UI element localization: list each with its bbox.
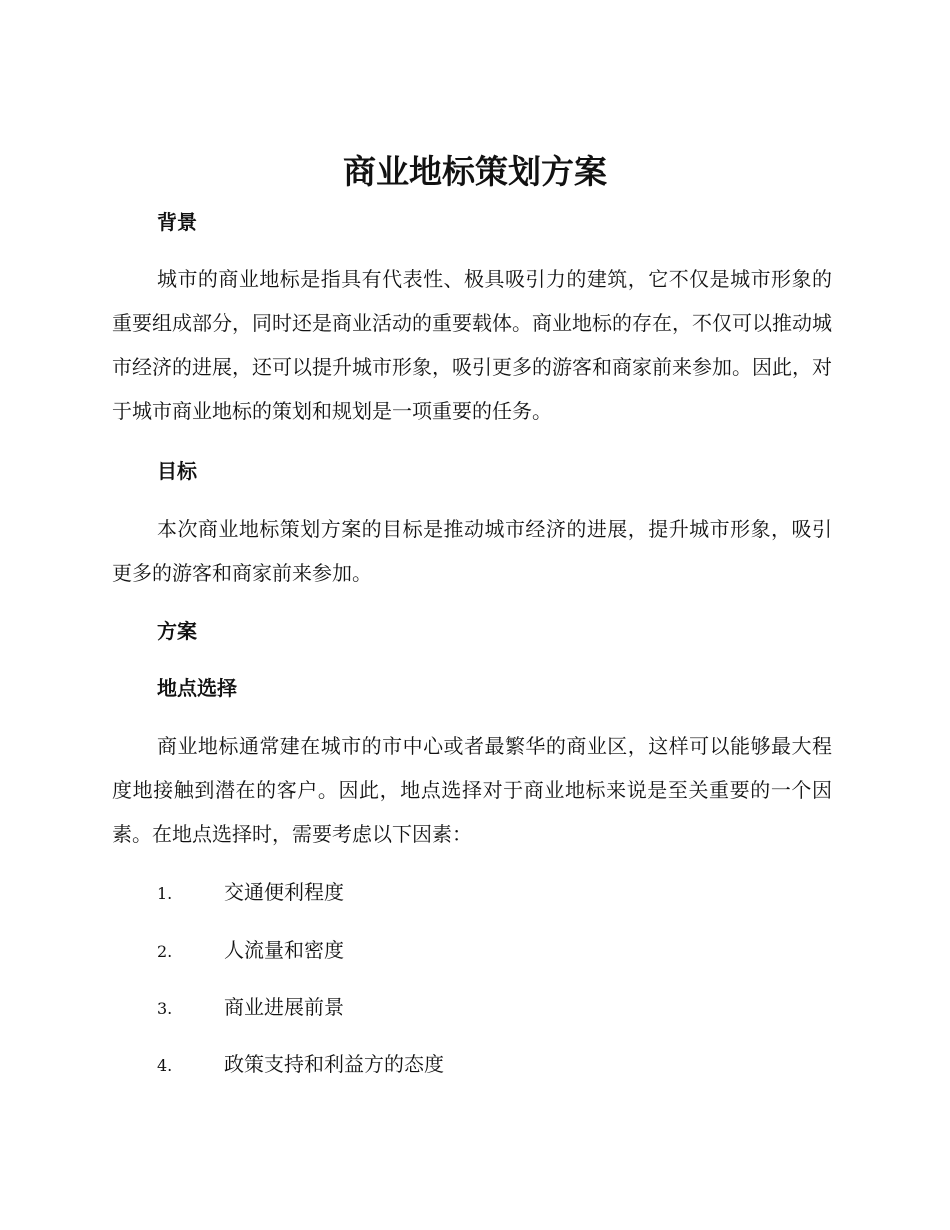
paragraph-background: 城市的商业地标是指具有代表性、极具吸引力的建筑，它不仅是城市形象的重要组成部分，同时还是商业活动的重要载体。商业地标的存在，不仅可以推动城市经济的进展，还可以提升城市形象，吸引更多的游客和商家前来参加。因此，对于城市商业地标的策划和规划是一项重要的任务。: [112, 267, 832, 423]
list-number: 1.: [157, 884, 173, 903]
paragraph-goal: 本次商业地标策划方案的目标是推动城市经济的进展，提升城市形象，吸引更多的游客和商家前来参加。: [112, 517, 832, 585]
list-item: [157, 1050, 444, 1080]
list-number: 3.: [157, 999, 173, 1018]
list-text: 人流量和密度: [224, 938, 344, 962]
heading-plan: 方案: [157, 619, 197, 643]
list-text: 商业进展前景: [224, 995, 344, 1019]
document-title: 商业地标策划方案: [343, 152, 607, 191]
list-item: [157, 936, 344, 966]
list-item: [157, 993, 344, 1023]
list-number: 4.: [157, 1056, 173, 1075]
list-item: [157, 878, 344, 908]
heading-background: 背景: [157, 210, 197, 234]
heading-location: 地点选择: [157, 676, 237, 700]
paragraph-location: 商业地标通常建在城市的市中心或者最繁华的商业区，这样可以能够最大程度地接触到潜在的客户。因此，地点选择对于商业地标来说是至关重要的一个因素。在地点选择时，需要考虑以下因素：: [112, 734, 832, 846]
list-text: 政策支持和利益方的态度: [224, 1052, 444, 1076]
list-text: 交通便利程度: [224, 880, 344, 904]
list-number: 2.: [157, 942, 173, 961]
heading-goal: 目标: [157, 459, 197, 483]
